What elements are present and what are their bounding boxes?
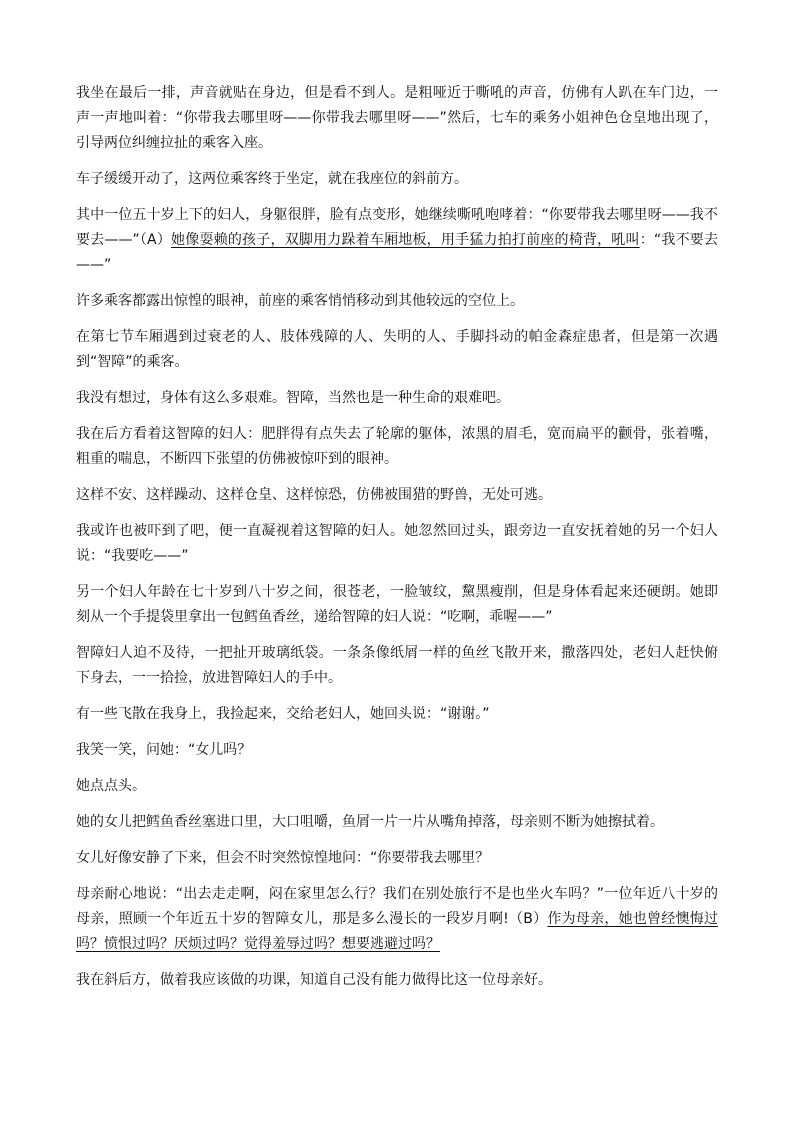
- paragraph-text: 其中一位五十岁上下的妇人，身躯很胖，脸有点变形，她继续嘶吼咆哮着：“你要带我去哪里呀——我不要去——”（A）: [76, 207, 718, 248]
- paragraph-text: 她点点头。: [76, 778, 146, 794]
- paragraph: [76, 386, 718, 411]
- paragraph-text: ：“我不要去——”: [76, 232, 718, 273]
- paragraph-text: 我没有想过，身体有这么多艰难。智障，当然也是一种生命的艰难吧。: [76, 390, 510, 406]
- paragraph-text: 母亲耐心地说：“出去走走啊，闷在家里怎么行？我们在别处旅行不是也坐火车吗？”一位年近八十岁的母亲，照顾一个年近五十岁的智障女儿，那是多么漫长的一段岁月啊!（B）: [76, 886, 718, 927]
- paragraph: [76, 882, 718, 957]
- paragraph: [76, 519, 718, 569]
- paragraph: [76, 968, 718, 993]
- paragraph-text: 另一个妇人年龄在七十岁到八十岁之间，很苍老，一脸皱纹，黧黑瘦削，但是身体看起来还硬朗。她即刻从一个手提袋里拿出一包鳕鱼香丝，递给智障的妇人说：“吃啊，乖喔——”: [76, 584, 718, 625]
- paragraph: [76, 167, 718, 192]
- paragraph-text: 车子缓缓开动了，这两位乘客终于坐定，就在我座位的斜前方。: [76, 171, 468, 187]
- paragraph-text: 有一些飞散在我身上，我捡起来，交给老妇人，她回头说：“谢谢。”: [76, 706, 490, 722]
- underlined-sentence: 作为母亲，她也曾经懊悔过吗？愤恨过吗？厌烦过吗？觉得羞辱过吗？想要逃避过吗？: [76, 911, 719, 952]
- paragraph-text: 我坐在最后一排，声音就贴在身边，但是看不到人。是粗哑近于嘶吼的声音，仿佛有人趴在车门边，一声一声地叫着：“你带我去哪里呀——你带我去哪里呀——”然后，七车的乘务小姐神色仓皇地出现了，引导两位纠缠拉扯的乘客入座。: [76, 85, 718, 151]
- paragraph: [76, 774, 718, 799]
- paragraph: [76, 325, 718, 375]
- paragraph-text: 许多乘客都露出惊惶的眼神，前座的乘客悄悄移动到其他较远的空位上。: [76, 293, 524, 309]
- paragraph-text: 女儿好像安静了下来，但会不时突然惊惶地问：“你要带我去哪里？: [76, 850, 490, 866]
- paragraph: [76, 81, 718, 156]
- paragraph: [76, 846, 718, 871]
- paragraph-text: 我笑一笑，问她：“女儿吗？: [76, 742, 252, 758]
- paragraph: [76, 810, 718, 835]
- paragraph-text: 我在后方看着这智障的妇人：肥胖得有点失去了轮廓的躯体，浓黑的眉毛，宽而扁平的颧骨，张着嘴，粗重的喘息，不断四下张望的仿佛被惊吓到的眼神。: [76, 426, 718, 467]
- paragraph: [76, 702, 718, 727]
- paragraph: [76, 641, 718, 691]
- underlined-sentence: 她像耍赖的孩子，双脚用力跺着车厢地板，用手猛力拍打前座的椅背，吼叫: [171, 232, 640, 248]
- paragraph-text: 我在斜后方，做着我应该做的功课，知道自己没有能力做得比这一位母亲好。: [76, 972, 552, 988]
- paragraph-text: 智障妇人迫不及待，一把扯开玻璃纸袋。一条条像纸屑一样的鱼丝飞散开来，撒落四处，老妇人赶快俯下身去，一一拾捡，放进智障妇人的手中。: [76, 645, 718, 686]
- paragraph: [76, 580, 718, 630]
- paragraph: [76, 289, 718, 314]
- paragraph-text: 她的女儿把鳕鱼香丝塞进口里，大口咀嚼，鱼屑一片一片从嘴角掉落，母亲则不断为她擦拭着。: [76, 814, 664, 830]
- paragraph: [76, 422, 718, 472]
- paragraph-text: 在第七节车厢遇到过衰老的人、肢体残障的人、失明的人、手脚抖动的帕金森症患者，但是第一次遇到“智障”的乘客。: [76, 329, 718, 370]
- paragraph: [76, 483, 718, 508]
- paragraph-text: 我或许也被吓到了吧，便一直凝视着这智障的妇人。她忽然回过头，跟旁边一直安抚着她的另一个妇人说：“我要吃——”: [76, 523, 718, 564]
- paragraph: [76, 738, 718, 763]
- paragraph-text: 这样不安、这样躁动、这样仓皇、这样惊恐，仿佛被围猎的野兽，无处可逃。: [76, 487, 552, 503]
- paragraph: [76, 203, 718, 278]
- article-body: [76, 81, 718, 1004]
